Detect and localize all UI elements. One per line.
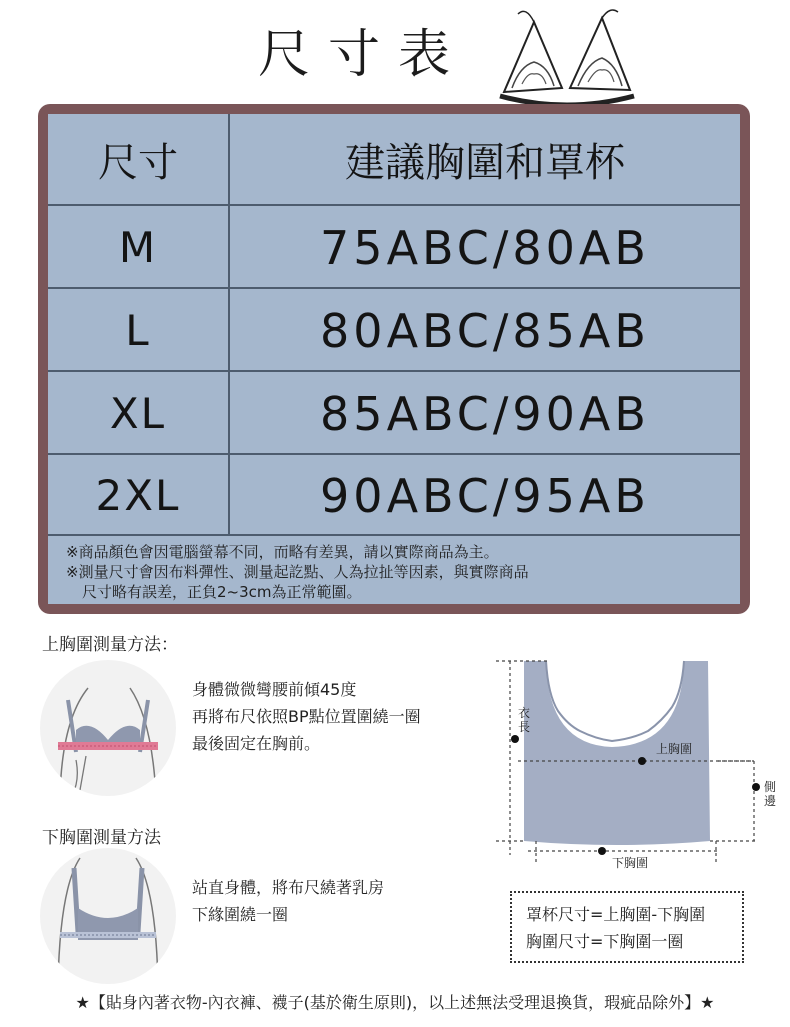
bust-cell: 75ABC/80AB <box>320 220 650 275</box>
length-label-char-1: 衣 <box>518 706 531 720</box>
table-row <box>48 370 740 455</box>
size-cell: L <box>125 306 151 355</box>
side-label-char-1: 側 <box>764 780 777 794</box>
lower-bust-label: 下胸圍 <box>612 856 649 870</box>
bust-cell: 90ABC/95AB <box>320 468 650 523</box>
upper-bust-instructions <box>192 676 421 757</box>
table-row <box>48 204 740 289</box>
header-size: 尺寸 <box>98 139 178 186</box>
upper-bust-heading: 上胸圍測量方法： <box>42 635 178 655</box>
return-policy-footer: ★【貼身內著衣物-內衣褲、襪子(基於衛生原則)，以上述無法受理退換貨，瑕疵品除外】★ <box>75 993 715 1012</box>
formula-line: 胸圍尺寸=下胸圍一圈 <box>526 932 684 951</box>
bust-cell: 80ABC/85AB <box>320 303 650 358</box>
instruction-line: 再將布尺依照BP點位置圍繞一圈 <box>192 707 421 726</box>
table-row <box>48 287 740 372</box>
length-label <box>518 706 530 734</box>
garment-measure-diagram <box>488 655 788 877</box>
instruction-line: 最後固定在胸前。 <box>192 734 321 753</box>
size-table-frame <box>38 104 750 614</box>
lower-bust-heading: 下胸圍測量方法 <box>42 828 161 848</box>
instruction-line: 下緣圍繞一圈 <box>192 905 289 924</box>
side-label-char-2: 邊 <box>764 794 777 808</box>
size-table <box>48 114 740 604</box>
note-line: 尺寸略有誤差，正負2~3cm為正常範圍。 <box>82 583 362 601</box>
instruction-line: 身體微微彎腰前傾45度 <box>192 680 357 699</box>
size-notes <box>66 542 529 602</box>
note-line: ※商品顏色會因電腦螢幕不同，而略有差異，請以實際商品為主。 <box>66 543 499 561</box>
instruction-line: 站直身體，將布尺繞著乳房 <box>192 878 385 897</box>
table-bottom-line <box>48 534 740 536</box>
formula-box <box>510 891 744 963</box>
table-row <box>48 453 740 536</box>
lower-bust-illustration <box>40 848 176 984</box>
page-title: 尺寸表 <box>258 25 469 85</box>
formula-line: 罩杯尺寸=上胸圍-下胸圍 <box>526 905 706 924</box>
bust-cell: 85ABC/90AB <box>320 386 650 441</box>
side-label <box>764 780 776 808</box>
lower-measure-figure-icon <box>40 848 176 984</box>
upper-bust-label: 上胸圍 <box>656 742 693 756</box>
header-recommend: 建議胸圍和罩杯 <box>345 139 625 186</box>
bra-icon <box>492 4 642 108</box>
size-cell: M <box>118 223 158 272</box>
length-label-char-2: 長 <box>518 720 531 734</box>
upper-measure-figure-icon <box>40 660 176 796</box>
table-header-row <box>48 114 740 204</box>
upper-bust-illustration <box>40 660 176 796</box>
note-line: ※測量尺寸會因布料彈性、測量起訖點、人為拉扯等因素，與實際商品 <box>66 563 529 581</box>
size-cell: XL <box>109 389 167 438</box>
lower-bust-instructions <box>192 874 384 928</box>
size-cell: 2XL <box>95 471 181 520</box>
